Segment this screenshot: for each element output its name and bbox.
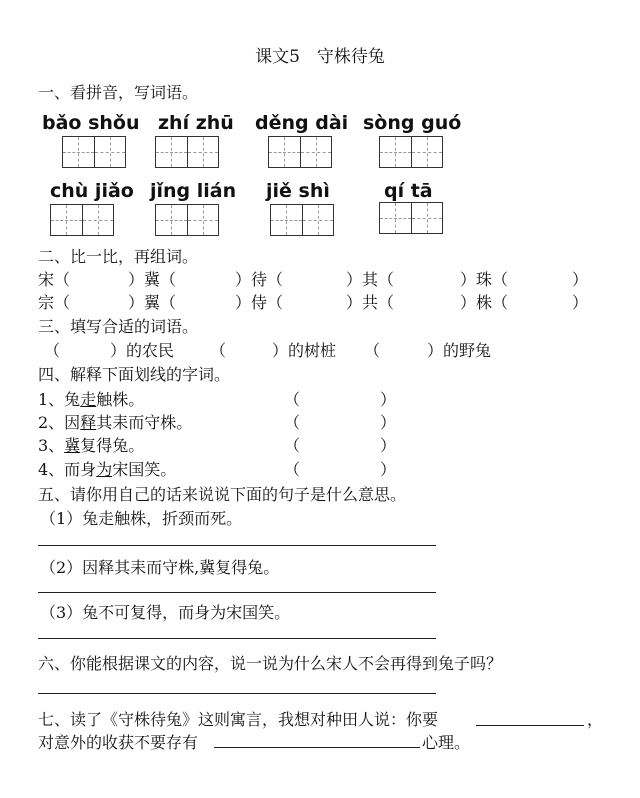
explain-item-2: 2、因释其耒而守株。	[38, 413, 193, 432]
writing-grid-7[interactable]	[270, 204, 334, 236]
section-7-tail: 心理。	[422, 733, 471, 752]
fill-3-text: ）的野兔	[427, 341, 492, 360]
writing-grid-4[interactable]	[379, 136, 443, 168]
fill-1-open: （	[44, 341, 61, 360]
pinyin-4: sòng guó	[363, 112, 462, 134]
explain-item-3: 3、冀复得兔。	[38, 436, 145, 455]
underlined-word: 走	[80, 390, 97, 409]
section-7-comma: ，	[587, 710, 604, 729]
underlined-word: 释	[80, 413, 97, 432]
compare-4-a: ）其（	[346, 270, 395, 289]
compare-5-b: ）株（	[460, 293, 509, 312]
compare-5-a: ）珠（	[460, 270, 509, 289]
section-6-heading: 六、你能根据课文的内容，说一说为什么宋人不会再得到兔子吗？	[38, 654, 503, 673]
compare-3-b: ）侍（	[235, 293, 284, 312]
explain-answer-1: （ ）	[284, 390, 397, 409]
blank-2[interactable]	[214, 747, 420, 748]
section-5-heading: 五、请你用自己的话来说说下面的句子是什么意思。	[38, 485, 407, 504]
section-7-line-1: 七、读了《守株待兔》这则寓言，我想对种田人说：你要	[38, 710, 439, 729]
explain-item-4: 4、而身为宋国笑。	[38, 460, 177, 479]
answer-line-3[interactable]	[38, 638, 436, 639]
pinyin-6: jǐng lián	[150, 180, 237, 202]
section-7-line-2: 对意外的收获不要存有	[38, 733, 199, 752]
fill-3-open: （	[364, 341, 381, 360]
writing-grid-1[interactable]	[62, 136, 126, 168]
compare-6-b: ）	[572, 293, 589, 312]
explain-answer-2: （ ）	[284, 413, 397, 432]
compare-4-b: ）共（	[346, 293, 395, 312]
pinyin-5: chù jiǎo	[50, 180, 134, 202]
explain-answer-4: （ ）	[284, 460, 397, 479]
answer-line-2[interactable]	[38, 592, 436, 593]
compare-3-a: ）待（	[235, 270, 284, 289]
writing-grid-8[interactable]	[379, 202, 443, 234]
writing-grid-2[interactable]	[155, 136, 219, 168]
pinyin-1: bǎo shǒu	[42, 112, 140, 134]
writing-grid-3[interactable]	[268, 136, 332, 168]
underlined-word: 冀	[64, 436, 81, 455]
section-4-heading: 四、解释下面划线的字词。	[38, 365, 231, 384]
answer-line-4[interactable]	[38, 693, 436, 694]
pinyin-3: děng dài	[255, 112, 349, 134]
blank-1[interactable]	[476, 725, 584, 726]
section-2-heading: 二、比一比，再组词。	[38, 247, 199, 266]
compare-2-a: ）冀（	[128, 270, 177, 289]
explain-item-1: 1、兔走触株。	[38, 390, 145, 409]
pinyin-2: zhí zhū	[158, 112, 234, 134]
sentence-2: （2）因释其耒而守株,冀复得兔。	[40, 558, 280, 577]
compare-2-b: ）翼（	[128, 293, 177, 312]
compare-1-a: 宋（	[38, 270, 71, 289]
answer-line-1[interactable]	[38, 545, 436, 546]
pinyin-7: jiě shì	[266, 180, 330, 202]
sentence-3: （3）兔不可复得，而身为宋国笑。	[40, 603, 291, 622]
writing-grid-6[interactable]	[155, 204, 219, 236]
writing-grid-5[interactable]	[50, 204, 114, 236]
pinyin-8: qí tā	[384, 180, 433, 202]
compare-1-b: 宗（	[38, 293, 71, 312]
fill-2-text: ）的树桩	[272, 341, 337, 360]
page-title: 课文5 守株待兔	[255, 47, 385, 67]
section-3-heading: 三、填写合适的词语。	[38, 317, 199, 336]
fill-2-open: （	[210, 341, 227, 360]
sentence-1: （1）兔走触株，折颈而死。	[40, 509, 243, 528]
explain-answer-3: （ ）	[284, 436, 397, 455]
compare-6-a: ）	[572, 270, 589, 289]
section-1-heading: 一、看拼音，写词语。	[38, 83, 199, 102]
fill-1-text: ）的农民	[110, 341, 175, 360]
underlined-word: 为	[96, 460, 113, 479]
